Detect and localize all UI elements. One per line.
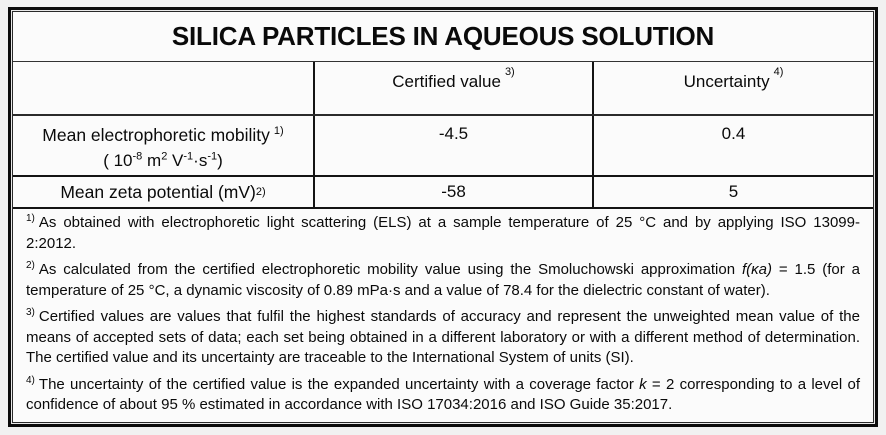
header-uncertainty <box>592 62 873 115</box>
row-zeta-certified-value: -58 <box>313 177 592 207</box>
header-certified-value <box>313 62 592 115</box>
row-mobility-label-text: Mean electrophoretic mobility <box>42 125 270 146</box>
footnote-4-text: The uncertainty of the certified value is the expanded uncertainty with a coverage factor <box>38 375 640 393</box>
header-uncertainty-label: Uncertainty <box>683 71 770 91</box>
table-header-row <box>13 62 873 117</box>
header-certified-value-label: Certified value <box>392 71 501 91</box>
row-mobility-label <box>13 122 313 148</box>
row-mobility-uncertainty-value: 0.4 <box>592 116 873 175</box>
page-title: SILICA PARTICLES IN AQUEOUS SOLUTION <box>171 20 715 51</box>
table-row-electrophoretic-mobility <box>13 116 873 177</box>
footnote-4 <box>26 375 860 416</box>
row-mobility-footnote-ref: 1) <box>273 125 284 138</box>
row-mobility-label-cell <box>13 116 313 175</box>
row-zeta-uncertainty-value: 5 <box>592 177 873 207</box>
footnote-2-text: As calculated from the certified electrophoretic mobility value using the Smoluchowski approximation <box>38 261 742 279</box>
footnote-1 <box>26 213 860 254</box>
footnote-2-italic-term: f(κa) <box>741 261 772 279</box>
row-mobility-unit: ( $10^{-8}$ $m^2$ $V^{-1}\cdot s^{-1}$) <box>103 150 223 171</box>
footnote-3-marker: 3) <box>26 307 35 319</box>
row-zeta-label: Mean zeta potential (mV) <box>60 181 256 202</box>
footnote-2-marker: 2) <box>26 260 35 272</box>
footnotes-section <box>13 209 873 422</box>
footnote-2-text-cont: = 1.5 (for a temperature of 25 °C, a dynamic viscosity of 0.89 mPa·s and a value of 78.4 for the dielectric constant of water). <box>26 261 861 299</box>
row-zeta-label-cell: Mean zeta potential (mV) 2) <box>60 181 266 202</box>
footnote-4-italic-term: k <box>639 375 647 393</box>
footnote-1-marker: 1) <box>26 213 35 225</box>
header-certified-value-footnote-ref: 3) <box>504 65 515 78</box>
certificate-table-frame <box>8 7 878 427</box>
footnote-3-text: Certified values are values that fulfil the highest standards of accuracy and represent the unweighted mean value of the means of accepted sets of data; each set being obtained in a different laboratory or with a different method of determination. The certified value and its uncertainty are traceable to the International System of units (SI). <box>26 308 860 367</box>
certificate-table <box>12 11 874 423</box>
footnote-4-text-cont: = 2 corresponding to a level of confidence of about 95 % estimated in accordance with ISO 17034:2016 and ISO Guide 35:2017. <box>26 375 861 414</box>
table-title-row <box>13 12 873 62</box>
footnote-2 <box>26 260 860 301</box>
footnote-4-marker: 4) <box>26 374 35 386</box>
row-mobility-certified-value: -4.5 <box>313 116 592 175</box>
footnote-1-text: As obtained with electrophoretic light scattering (ELS) at a sample temperature of 25 °C and by applying ISO 13099-2:2012. <box>26 214 860 252</box>
header-uncertainty-footnote-ref: 4) <box>773 65 784 78</box>
table-row-zeta-potential <box>13 177 873 209</box>
header-empty-cell <box>13 62 313 115</box>
footnote-3 <box>26 307 860 369</box>
